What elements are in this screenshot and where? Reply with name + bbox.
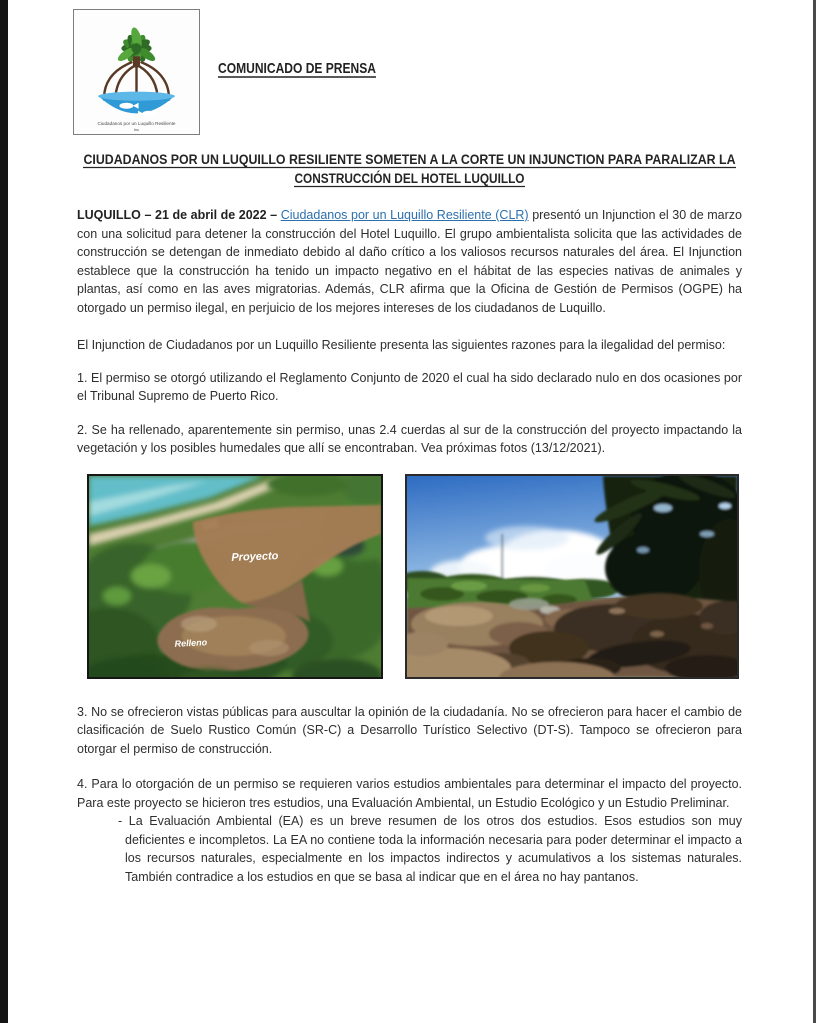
org-logo [74,10,199,134]
intro-text: presentó un Injunction el 30 de marzo con una solicitud para detener la construcción del Hotel Luquillo. El grupo ambientalista solicita que las actividades de construcción se detengan de inmediato debido al daño crítico a los valiosos recursos naturales del área. El Injunction establece que la construcción ha tenido un impacto negativo en el hábitat de las especies nativas de animales y plantas, así como en las aves migratorias. Además, CLR afirma que la Oficina de Gestión de Permisos (OGPE) ha otorgado un permiso ilegal, en perjuicio de los mejores intereses de los ciudadanos de Luquillo. [77,208,742,315]
document-title [77,150,742,190]
title-line-2: CONSTRUCCIÓN DEL HOTEL LUQUILLO [294,171,525,186]
intro-dateline: LUQUILLO – 21 de abril de 2022 – [77,208,281,222]
clr-link[interactable]: Ciudadanos por un Luquillo Resiliente (CLR) [280,208,529,222]
reason-3-paragraph: 3. No se ofrecieron vistas públicas para auscultar la opinión de la ciudadanía. No se ofrecieron para hacer el cambio de clasificación de Suelo Rustico Común (SR-C) a Desarrollo Turístico Selectivo (DT-S). Tampoco se ofrecieron para otorgar el permiso de construcción. [77,704,742,756]
aerial-photo-fill-label: Relleno [174,636,208,649]
tree-trunk [133,56,140,67]
scan-edge-left [0,0,8,1023]
intro-paragraph [77,206,742,317]
org-logo-box [73,9,200,135]
aerial-photo-graphic [89,476,381,677]
title-line-1: CIUDADANOS POR UN LUQUILLO RESILIENTE SOMETEN A LA CORTE UN INJUNCTION PARA PARALIZAR LA [83,152,736,167]
reason-2-paragraph: 2. Se ha rellenado, aparentemente sin permiso, unas 2.4 cuerdas al sur de la construcción del proyecto impactando la vegetación y los posibles humedales que allí se encontraban. Vea próximas fotos (13/12/2021). [77,422,742,455]
site-photo-graphic [407,476,737,677]
mud-foreground [407,593,737,677]
reasons-intro-paragraph: El Injunction de Ciudadanos por un Luquillo Resiliente presenta las siguientes razones para la ilegalidad del permiso: [77,338,726,352]
kicker-text: COMUNICADO DE PRENSA [218,60,377,77]
press-release-kicker [218,56,408,82]
reason-4-paragraph: 4. Para lo otorgación de un permiso se requieren varios estudios ambientales para determinar el impacto del proyecto. Para este proyecto se hicieron tres estudios, una Evaluación Ambiental, un Estudio Ecológico y un Estudio Preliminar. [77,777,742,810]
logo-caption: Ciudadanos por un Luquillo Resiliente [97,120,176,126]
photos-row [87,474,742,679]
water-bowl-icon [98,92,175,116]
aerial-photo [87,474,383,679]
reason-1-paragraph: 1. El permiso se otorgó utilizando el Reglamento Conjunto de 2020 el cual ha sido declarado nulo en dos ocasiones por el Tribunal Supremo de Puerto Rico. [77,370,742,403]
site-photo [405,474,739,679]
reason-4-subitem: - La Evaluación Ambiental (EA) es un breve resumen de los otros dos estudios. Esos estudios son muy deficientes e incompletos. La EA no contiene toda la información necesaria para poder determinar el impacto a los recursos naturales, especialmente en los impactos indirectos y acumulativos a los sistemas naturales. También contradice a los estudios en que se basa al indicar que en el área no hay pantanos. [118,814,742,884]
document-content [77,150,742,886]
aerial-photo-project-label: Proyecto [231,549,279,564]
logo-caption-2: Inc [133,126,140,132]
